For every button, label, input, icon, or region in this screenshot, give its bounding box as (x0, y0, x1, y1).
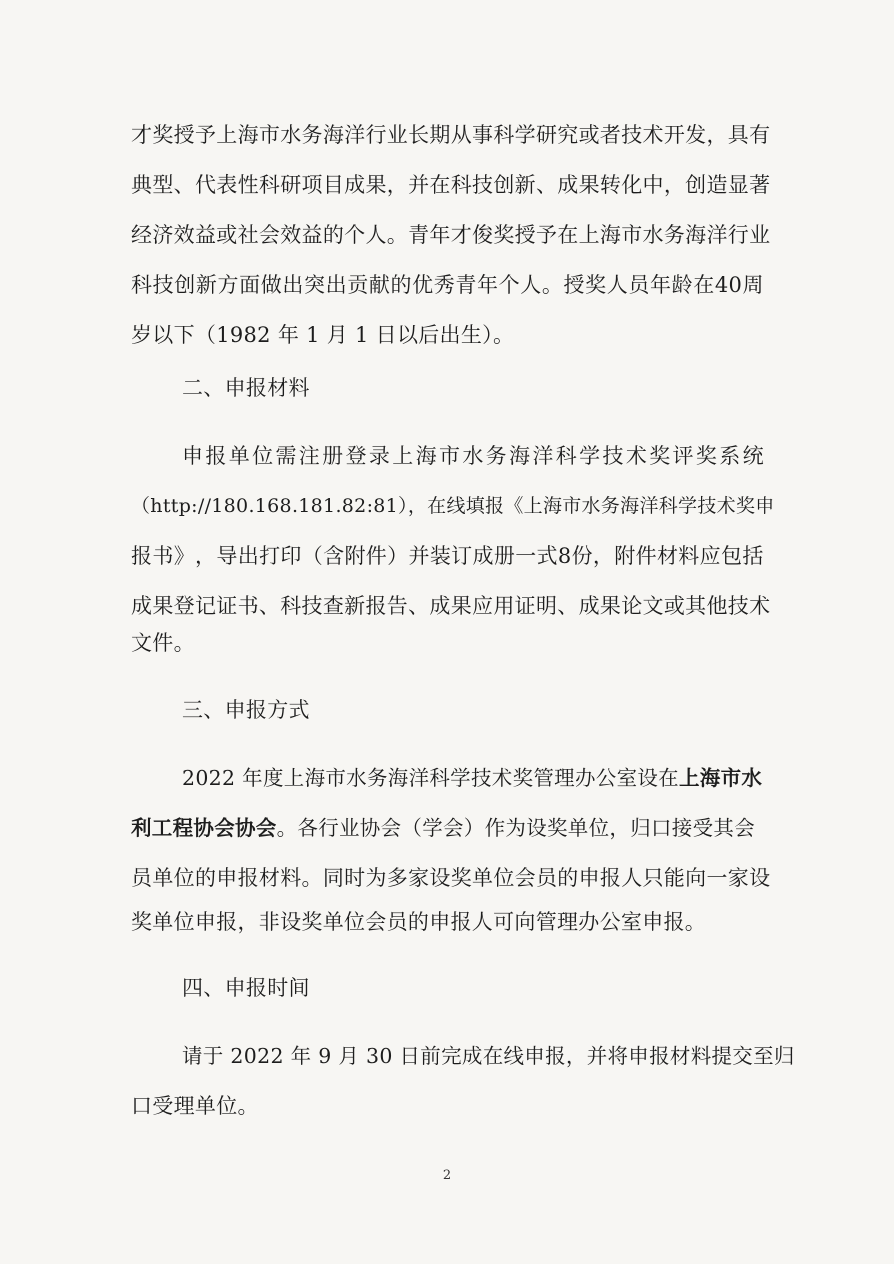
section2-line-1: 申 报 单 位 需 注 册 登 录 上 海 市 水 务 海 洋 科 学 技 术 奖 评 奖 系 统 (182, 444, 764, 468)
section3-line-1-bold: 上海市水 (679, 766, 763, 790)
section3-line-1-text: 2022 年度上海市水务海洋科学技术奖管理办公室设在 (182, 766, 679, 790)
para1-line-2: 典 型 、 代 表 性 科 研 项 目 成 果 ， 并 在 科 技 创 新 、 成 果 转 化 中 ， 创 造 显 著 (131, 173, 771, 197)
section2-line-5: 文件。 (131, 631, 195, 655)
para1-line-5: 岁以下（1982 年 1 月 1 日以后出生）。 (131, 323, 515, 347)
section-heading-method: 三、申报方式 (182, 698, 310, 722)
section3-line-2-text: 。各行业协会（学会）作为设奖单位，归口接受其会 (276, 816, 756, 840)
page-number: 2 (442, 1168, 452, 1183)
section3-line-4: 奖单位申报，非设奖单位会员的申报人可向管理办公室申报。 (131, 910, 707, 934)
section2-line-4: 成 果 登 记 证 书 、 科 技 查 新 报 告 、 成 果 应 用 证 明 、 成 果 论 文 或 其 他 技 术 (131, 594, 771, 618)
section3-line-3: 员 单 位 的 申 报 材 料 。 同 时 为 多 家 设 奖 单 位 会 员 的 申 报 人 只 能 向 一 家 设 (131, 866, 771, 890)
section-heading-time: 四、申报时间 (182, 976, 310, 1000)
para1-line-1: 才 奖 授 予 上 海 市 水 务 海 洋 行 业 长 期 从 事 科 学 研 究 或 者 技 术 开 发 ， 具 有 (131, 123, 771, 147)
section3-line-1 (182, 762, 762, 794)
section3-line-2-bold: 利工程协会协会 (131, 816, 277, 840)
section2-line-3: 报 书 》 ， 导 出 打 印 （ 含 附 件 ） 并 装 订 成 册 一 式 8 份 ， 附 件 材 料 应 包 括 (131, 544, 764, 568)
section-heading-materials: 二、申报材料 (182, 376, 310, 400)
para1-line-3: 经 济 效 益 或 社 会 效 益 的 个 人 。 青 年 才 俊 奖 授 予 在 上 海 市 水 务 海 洋 行 业 (131, 223, 771, 247)
section3-line-2 (131, 812, 755, 844)
section4-line-2: 口受理单位。 (131, 1094, 259, 1118)
para1-line-4: 科 技 创 新 方 面 做 出 突 出 贡 献 的 优 秀 青 年 个 人 。 授 奖 人 员 年 龄 在 40 周 (131, 273, 764, 297)
section4-line-1: 请于 2022 年 9 月 30 日前完成在线申报，并将申报材料提交至归 (182, 1044, 795, 1068)
section2-line-2: （http://180.168.181.82:81），在线填报《上海市水务海洋科学技术奖申 (131, 495, 775, 517)
